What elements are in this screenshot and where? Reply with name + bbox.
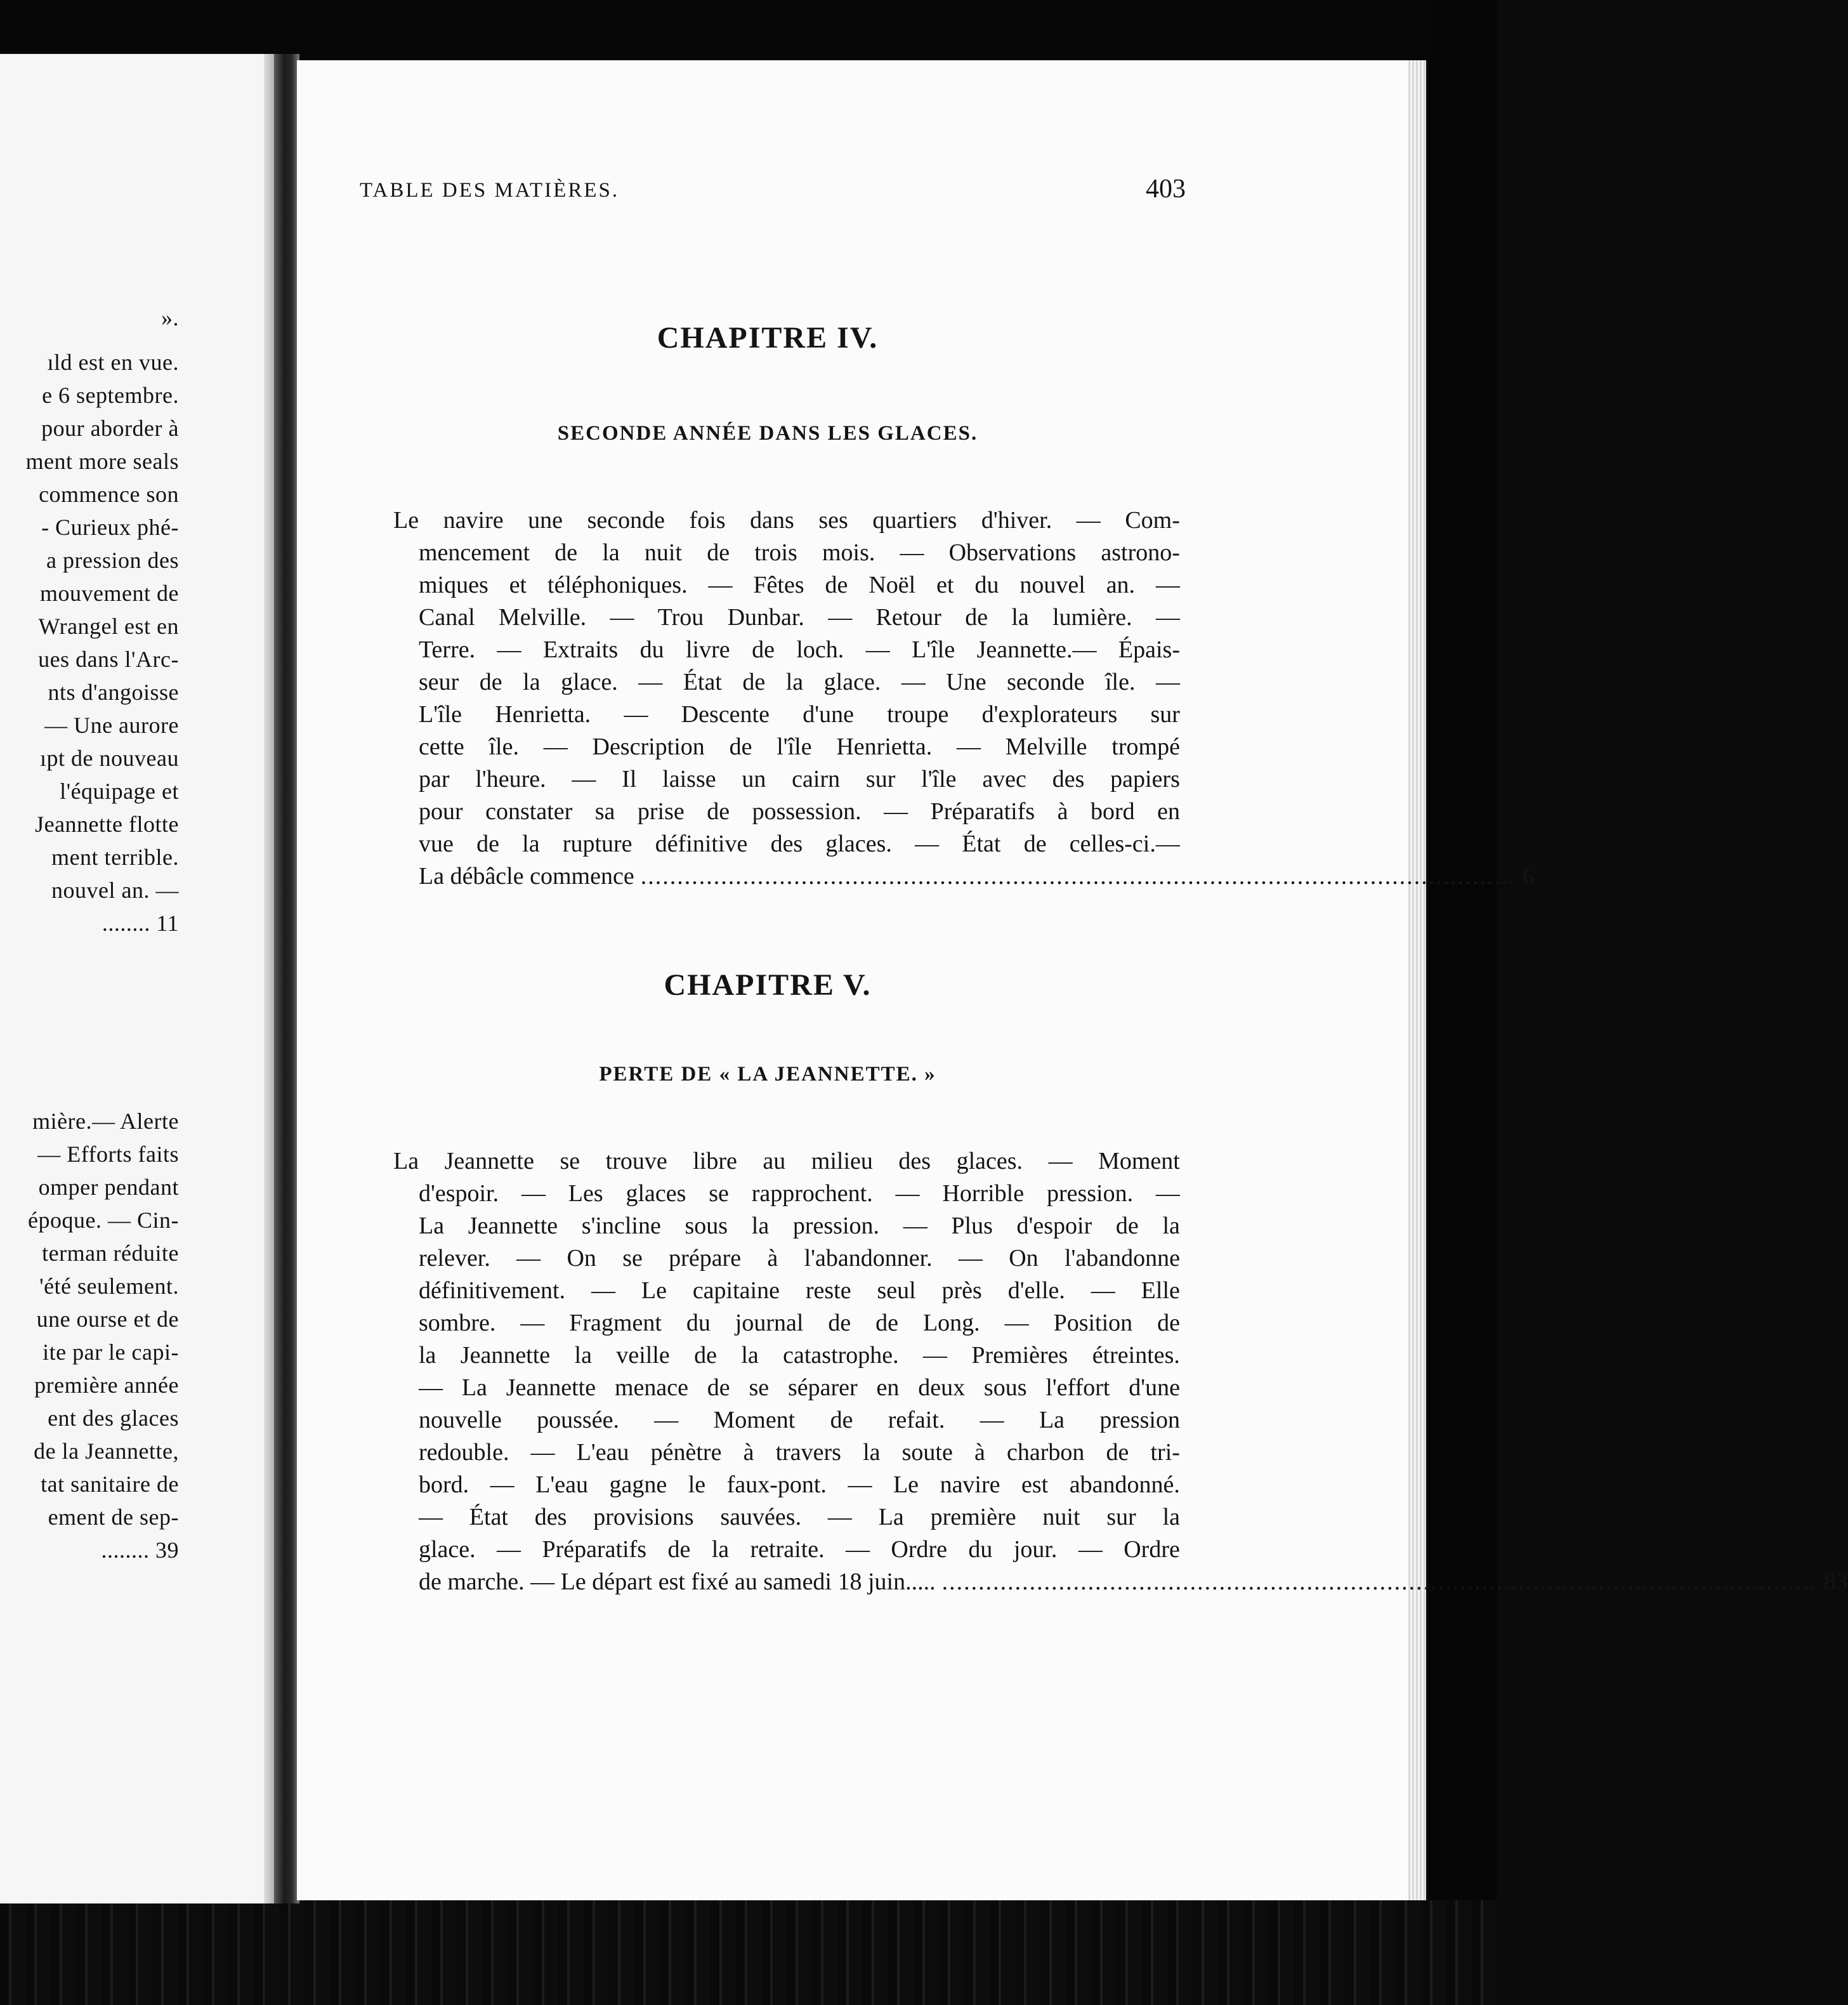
left-page-line: une ourse et de	[36, 1306, 179, 1332]
summary-line: La Jeannette s'incline sous la pression. — Plus d'espoir de la	[419, 1213, 1180, 1239]
left-page-line: première année	[34, 1372, 179, 1398]
leader-dots: ........................................................................................................................	[640, 863, 1516, 890]
chapter-v-title: CHAPITRE V.	[664, 968, 872, 1002]
chapter-page-number: 6	[1522, 863, 1535, 890]
left-page-line: ues dans l'Arc-	[38, 647, 179, 672]
left-page-line: ement de sep-	[48, 1504, 179, 1530]
left-page-line: époque. — Cin-	[28, 1207, 179, 1233]
left-page-line: ».	[161, 305, 179, 331]
left-page-line: ........ 11	[102, 910, 179, 936]
left-page-line: de la Jeannette,	[34, 1438, 179, 1464]
summary-line: La Jeannette se trouve libre au milieu des glaces. — Moment	[393, 1148, 1180, 1174]
leader-dots: ........................................................................................................................	[941, 1568, 1818, 1595]
chapter-iv-title: CHAPITRE IV.	[657, 321, 879, 355]
left-page-line: mouvement de	[40, 581, 179, 606]
chapter-page-number: 83	[1823, 1568, 1848, 1595]
scan-background-top	[0, 0, 1497, 60]
left-page-line: commence son	[39, 482, 179, 507]
left-page-line: omper pendant	[38, 1174, 179, 1200]
summary-line: pour constater sa prise de possession. — Préparatifs à bord en	[419, 798, 1180, 825]
left-page-line: ıld est en vue.	[47, 350, 179, 375]
summary-line: — État des provisions sauvées. — La première nuit sur la	[419, 1504, 1180, 1530]
left-page-line: pour aborder à	[41, 416, 179, 441]
summary-line: la Jeannette la veille de la catastrophe. — Premières étreintes.	[419, 1342, 1180, 1369]
chapter-v-subtitle: PERTE DE « LA JEANNETTE. »	[599, 1063, 936, 1086]
left-page-line: nts d'angoisse	[48, 680, 179, 705]
summary-line: d'espoir. — Les glaces se rapprochent. — Horrible pression. —	[419, 1180, 1180, 1207]
summary-line: nouvelle poussée. — Moment de refait. — La pression	[419, 1407, 1180, 1433]
left-page-line: Jeannette flotte	[35, 812, 179, 837]
summary-line: Terre. — Extraits du livre de loch. — L'île Jeannette.— Épais-	[419, 636, 1180, 663]
left-page-line: nouvel an. —	[51, 878, 179, 903]
left-page-line: l'équipage et	[60, 779, 179, 804]
left-page-line: ment terrible.	[51, 845, 179, 870]
left-page-line: e 6 septembre.	[42, 383, 179, 408]
summary-last-line	[393, 860, 1535, 893]
left-page-line: Wrangel est en	[38, 614, 179, 639]
page-edge	[1408, 60, 1426, 1900]
chapter-iv-subtitle: SECONDE ANNÉE DANS LES GLACES.	[557, 422, 978, 445]
left-page-line: tat sanitaire de	[41, 1471, 179, 1497]
chapter-iv-summary	[393, 504, 1535, 893]
left-page-line: — Une aurore	[44, 713, 179, 738]
summary-line: L'île Henrietta. — Descente d'une troupe d'explorateurs sur	[419, 701, 1180, 728]
summary-line: bord. — L'eau gagne le faux-pont. — Le navire est abandonné.	[419, 1471, 1180, 1498]
scan-background-bottom	[0, 1900, 1497, 2005]
summary-line: miques et téléphoniques. — Fêtes de Noël et du nouvel an. —	[419, 572, 1180, 598]
page-number: 403	[1146, 174, 1186, 204]
left-page-line: - Curieux phé-	[41, 515, 179, 540]
left-page-line: ment more seals	[25, 449, 179, 474]
summary-line: relever. — On se prépare à l'abandonner. — On l'abandonne	[419, 1245, 1180, 1272]
summary-line: vue de la rupture définitive des glaces. — État de celles-ci.—	[419, 831, 1180, 857]
left-page-line: ent des glaces	[48, 1405, 179, 1431]
summary-line: Canal Melville. — Trou Dunbar. — Retour de la lumière. —	[419, 604, 1180, 631]
left-page-line: — Efforts faits	[37, 1141, 179, 1167]
summary-line: par l'heure. — Il laisse un cairn sur l'île avec des papiers	[419, 766, 1180, 792]
book-spine	[274, 54, 299, 1903]
left-page-line: ıpt de nouveau	[40, 746, 179, 771]
left-page-line: ite par le capi-	[43, 1339, 179, 1365]
left-page	[0, 54, 278, 1903]
summary-line: cette île. — Description de l'île Henrietta. — Melville trompé	[419, 733, 1180, 760]
scan-background-right	[1429, 0, 1497, 2005]
left-page-line: ........ 39	[101, 1537, 179, 1563]
summary-line: sombre. — Fragment du journal de de Long. — Position de	[419, 1310, 1180, 1336]
summary-line: Le navire une seconde fois dans ses quartiers d'hiver. — Com-	[393, 507, 1180, 534]
left-page-line: mière.— Alerte	[32, 1108, 179, 1134]
summary-last-line	[393, 1566, 1848, 1598]
chapter-v-summary	[393, 1145, 1848, 1598]
summary-line: mencement de la nuit de trois mois. — Observations astrono-	[419, 539, 1180, 566]
summary-line: glace. — Préparatifs de la retraite. — Ordre du jour. — Ordre	[419, 1536, 1180, 1563]
left-page-text	[0, 54, 179, 1903]
left-page-line: 'été seulement.	[39, 1273, 179, 1299]
left-page-line: a pression des	[46, 548, 179, 573]
summary-line: redouble. — L'eau pénètre à travers la soute à charbon de tri-	[419, 1439, 1180, 1466]
running-head: TABLE DES MATIÈRES.	[360, 179, 620, 202]
summary-last-text: La débâcle commence	[419, 863, 634, 890]
summary-line: — La Jeannette menace de se séparer en deux sous l'effort d'une	[419, 1374, 1180, 1401]
summary-line: définitivement. — Le capitaine reste seul près d'elle. — Elle	[419, 1277, 1180, 1304]
left-page-line: terman réduite	[42, 1240, 179, 1266]
summary-last-text: de marche. — Le départ est fixé au samedi 18 juin.....	[419, 1568, 936, 1595]
summary-line: seur de la glace. — État de la glace. — Une seconde île. —	[419, 669, 1180, 695]
